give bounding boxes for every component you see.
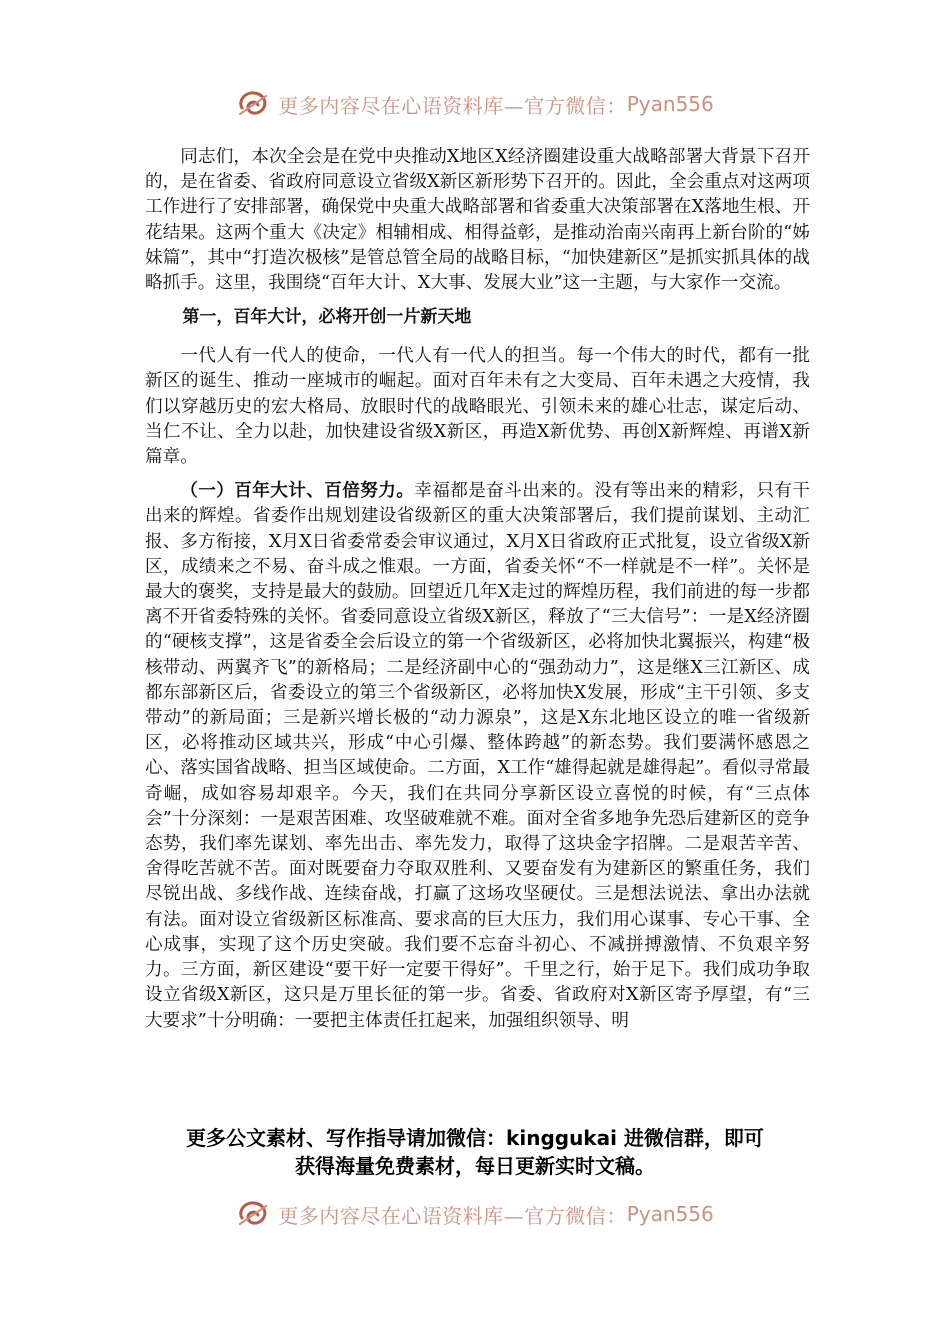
section-intro-paragraph: 一代人有一代人的使命，一代人有一代人的担当。每一个伟大的时代，都有一批新区的诞生、推动一座城市的崛起。面对百年未有之大变局、百年未遇之大疫情，我们以穿越历史的宏大格局、放眼时代的战略眼光、引领未来的雄心壮志，谋定后动、当仁不让、全力以赴，加快建设省级X新区，再造X新优势、再创X新辉煌、再谱X新篇章。 [145,346,810,468]
section-heading: 第一，百年大计，必将开创一片新天地 [182,307,472,328]
footer-wechat-id: Pyan556 [626,1202,714,1226]
intro-paragraph: 同志们，本次全会是在党中央推动X地区X经济圈建设重大战略部署大背景下召开的，是在省委、省政府同意设立省级X新区新形势下召开的。因此，全会重点对这两项工作进行了安排部署，确保党中央重大战略部署和省委重大决策部署在X落地生根、开花结果。这两个重大《决定》相辅相成、相得益彰，是推动治南兴南再上新台阶的“姊妹篇”，其中“打造次极核”是管总管全局的战略目标，“加快建新区”是抓实抓具体的战略抓手。这里，我围绕“百年大计、X大事、发展大业”这一主题，与大家作一交流。 [145,147,810,294]
subsection-heading: （一）百年大计、百倍努力。 [180,481,415,502]
header-wechat-id: Pyan556 [626,92,714,116]
subsection-paragraph [145,479,810,1033]
document-body [145,145,810,1043]
cloud-swirl-logo-icon [236,86,272,122]
promo-line-1: 更多公文素材、写作指导请加微信：kinggukai 进微信群，即可 [186,1126,764,1150]
cloud-swirl-logo-icon [236,1196,272,1232]
header-watermark [0,84,950,124]
footer-brand-text: 更多内容尽在心语资料库—官方微信： [278,1203,627,1228]
footer-watermark [0,1194,950,1234]
subsection-body: 幸福都是奋斗出来的。没有等出来的精彩，只有干出来的辉煌。省委作出规划建设省级新区的重大决策部署后，我们提前谋划、主动汇报、多方衔接，X月X日省委常委会审议通过，X月X日省政府正式批复，设立省级X新区，成绩来之不易、奋斗成之惟艰。一方面，省委关怀“不一样就是不一样”。关怀是最大的褒奖，支持是最大的鼓励。回望近几年X走过的辉煌历程，我们前进的每一步都离不开省委特殊的关怀。省委同意设立省级X新区，释放了“三大信号”：一是X经济圈的“硬核支撑”，这是省委全会后设立的第一个省级新区，必将加快北翼振兴，构建“极核带动、两翼齐飞”的新格局；二是经济副中心的“强劲动力”，这是继X三江新区、成都东部新区后，省委设立的第三个省级新区，必将加快X发展，形成“主干引领、多支带动”的新局面；三是新兴增长极的“动力源泉”，这是X东北地区设立的唯一省级新区，必将推动区域共兴，形成“中心引爆、整体跨越”的新态势。我们要满怀感恩之心、落实国省战略、担当区域使命。二方面，X工作“雄得起就是雄得起”。看似寻常最奇崛，成如容易却艰辛。今天，我们在共同分享新区设立喜悦的时候，有“三点体会”十分深刻：一是艰苦困难、攻坚破难就不难。面对全省多地争先恐后建新区的竞争态势，我们率先谋划、率先出击、率先发力，取得了这块金字招牌。二是艰苦辛苦、舍得吃苦就不苦。面对既要奋力夺取双胜利、又要奋发有为建新区的繁重任务，我们尽锐出战、多线作战、连续奋战，打赢了这场攻坚硬仗。三是想法说法、拿出办法就有法。面对设立省级新区标准高、要求高的巨大压力，我们用心谋事、专心干事、全心成事，实现了这个历史突破。我们要不忘奋斗初心、不减拼搏激情、不负艰辛努力。三方面，新区建设“要干好一定要干得好”。千里之行，始于足下。我们成功争取设立省级X新区，这只是万里长征的第一步。省委、省政府对X新区寄予厚望，有“三大要求”十分明确：一要把主体责任扛起来，加强组织领导、明 [145,481,810,1031]
promo-notice [130,1124,820,1180]
promo-line-2: 获得海量免费素材，每日更新实时文稿。 [295,1154,655,1178]
header-brand-text: 更多内容尽在心语资料库—官方微信： [278,93,627,118]
